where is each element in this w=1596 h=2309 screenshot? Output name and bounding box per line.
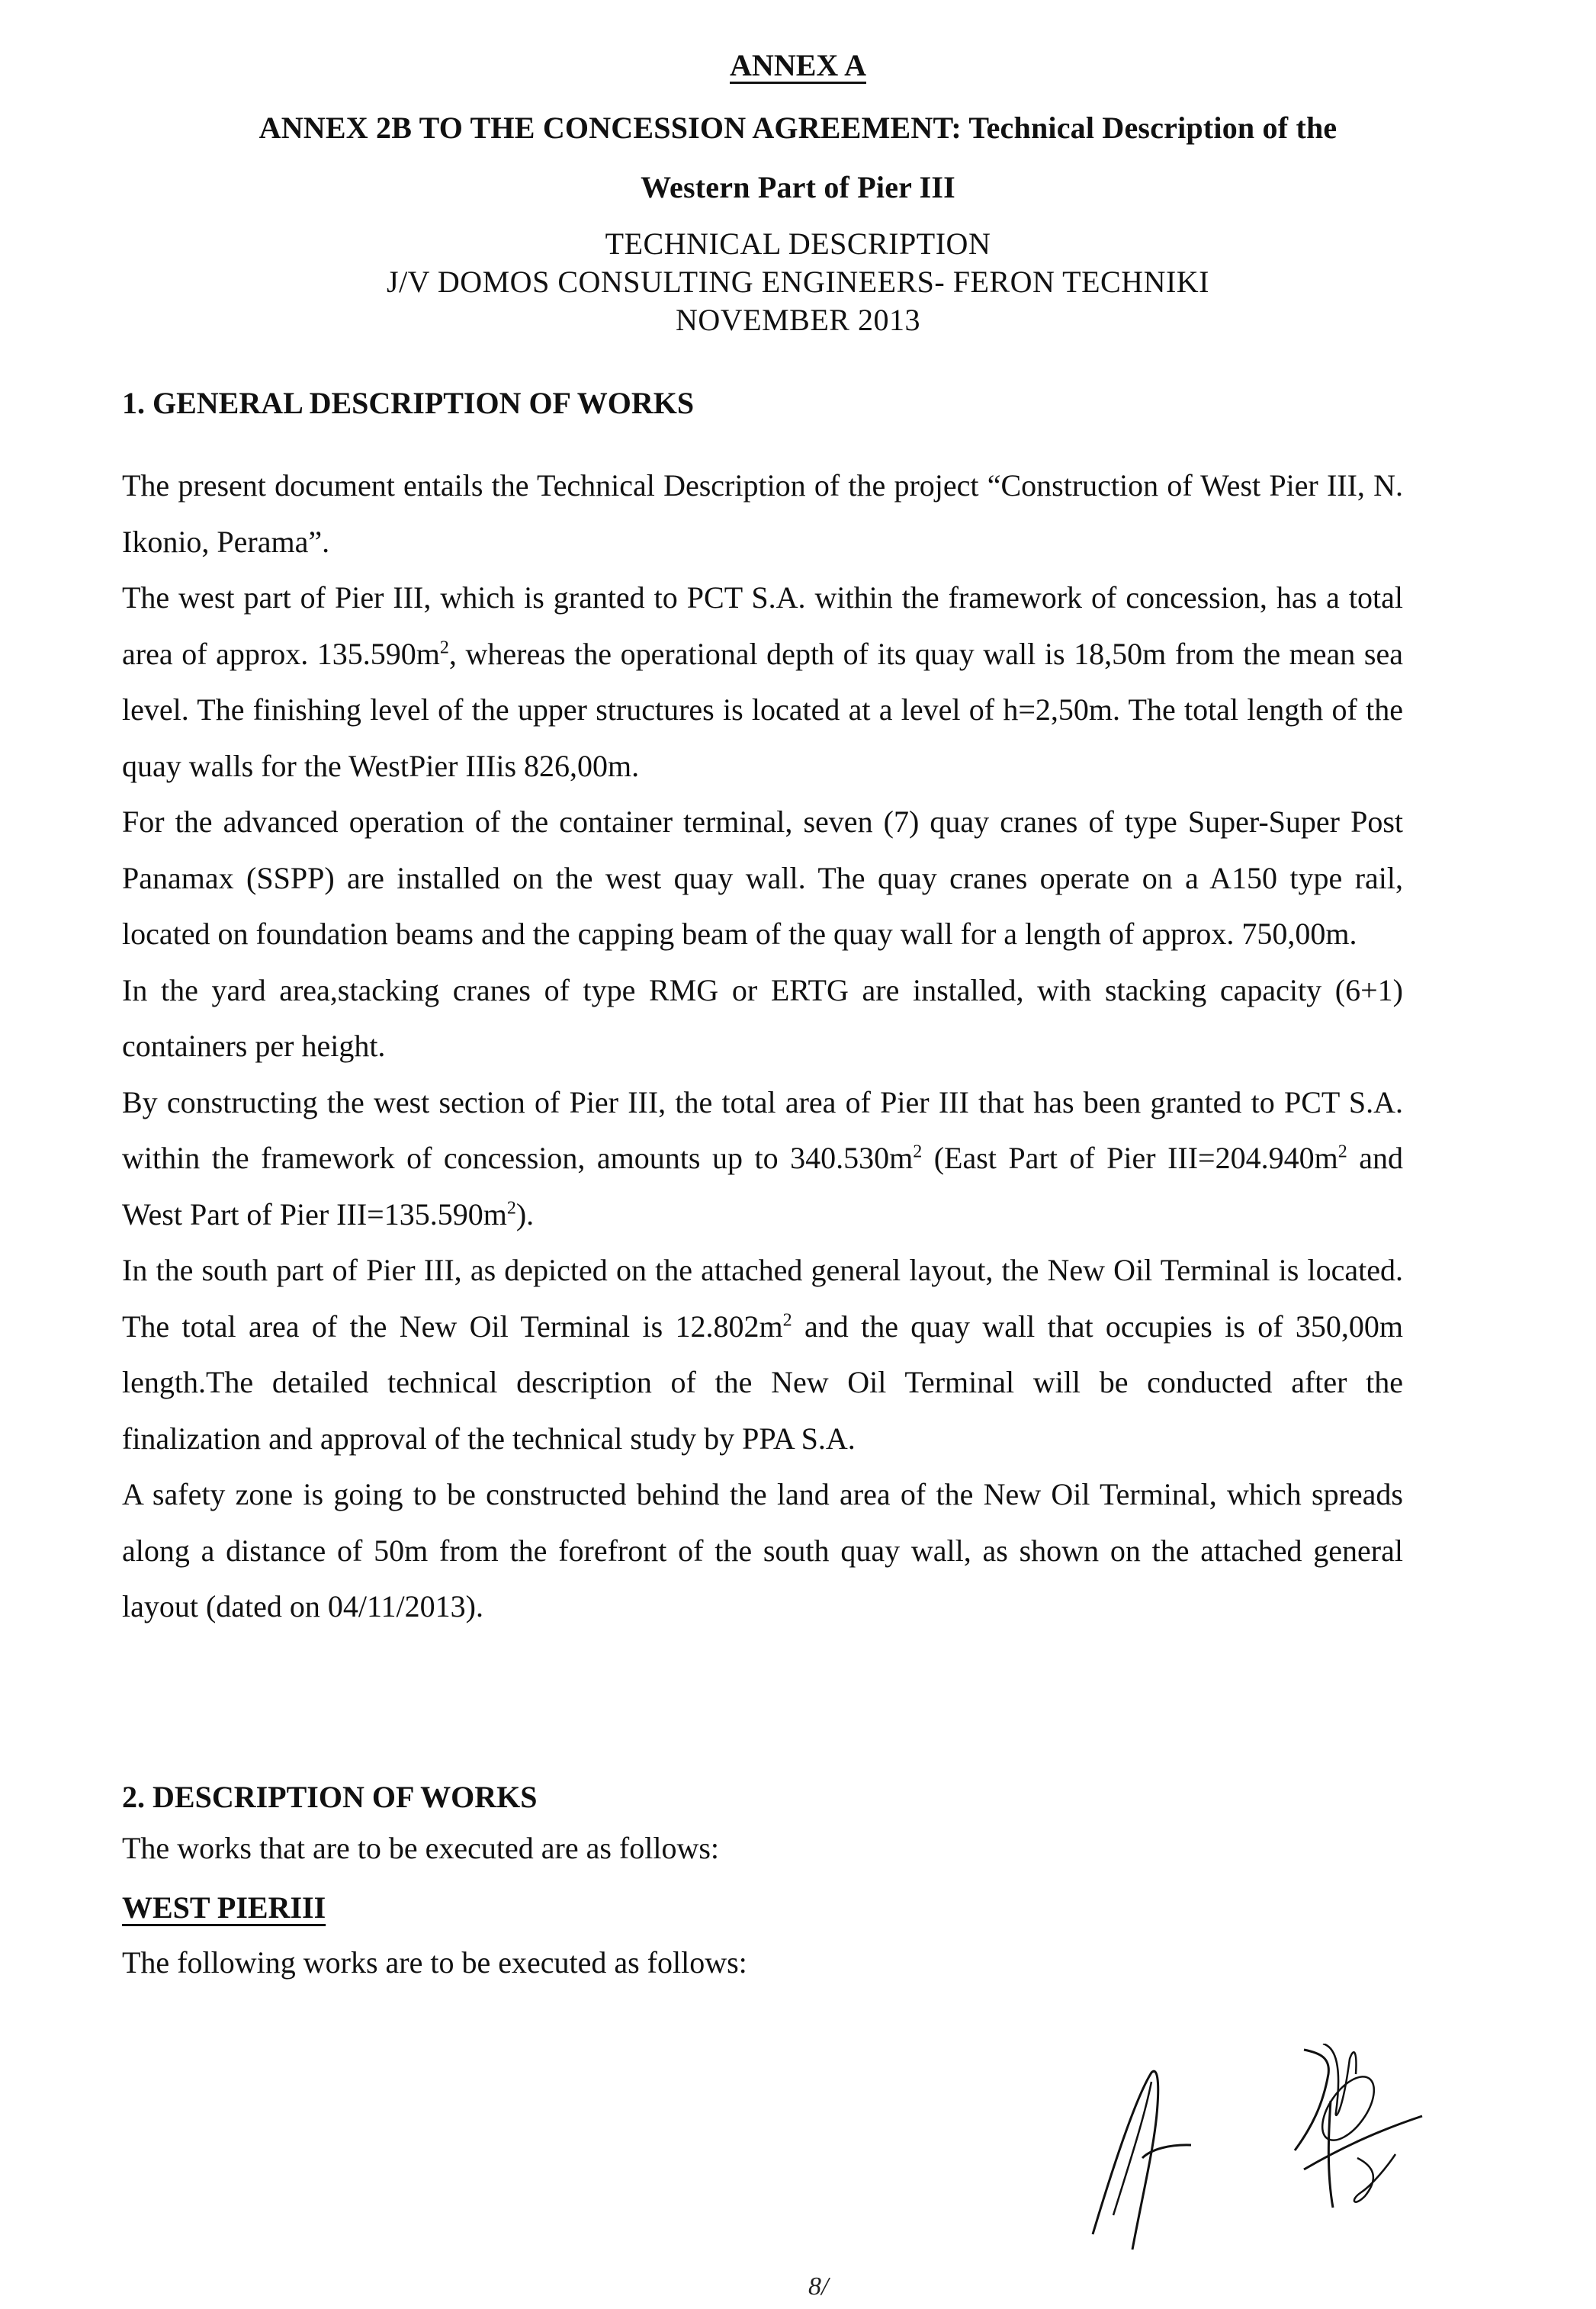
- text-run: In the south part of Pier III, as depicted on the attached general layout, the New Oil Terminal is located. The total area of the New Oil Terminal is 12.802m: [122, 1253, 1403, 1344]
- paragraph: [122, 1074, 1403, 1243]
- annex-subtitle-line1: ANNEX 2B TO THE CONCESSION AGREEMENT: Technical Description of the: [259, 111, 1337, 145]
- section1-body: [122, 458, 1403, 1635]
- signature-1: [1068, 2059, 1266, 2272]
- text-run: , whereas the operational depth of its quay wall is 18,50m from the mean sea level. The finishing level of the upper structures is located at a level of h=2,50m. The total length of the quay walls for the WestPier IIIis 826,00m.: [122, 636, 1403, 783]
- superscript: 2: [782, 1310, 792, 1331]
- section2-sub-intro: The following works are to be executed as follows:: [122, 1945, 747, 1980]
- text-run: ).: [515, 1196, 535, 1232]
- doc-type: TECHNICAL DESCRIPTION: [605, 226, 991, 261]
- signature-2: [1289, 2044, 1464, 2227]
- section1-heading: 1. GENERAL DESCRIPTION OF WORKS: [122, 386, 695, 420]
- annex-title: ANNEX A: [730, 48, 866, 82]
- paragraph: For the advanced operation of the container terminal, seven (7) quay cranes of type Super-Super Post Panamax (SSPP) are installed on the west quay wall. The quay cranes operate on a A150 type rail, located on foundation beams and the capping beam of the quay wall for a length of approx. 750,00m.: [122, 804, 1403, 951]
- text-run: By constructing the west section of Pier III, the total area of Pier III that has been granted to PCT S.A. within the framework of concession, amounts up to 340.530m: [122, 1084, 1403, 1175]
- paragraph: A safety zone is going to be constructed behind the land area of the New Oil Terminal, which spreads along a distance of 50m from the forefront of the south quay wall, as shown on the attached general layout (dated on 04/11/2013).: [122, 1477, 1403, 1623]
- paragraph: The present document entails the Technical Description of the project “Construction of West Pier III, N. Ikonio, Perama”.: [122, 468, 1403, 559]
- text-run: The west part of Pier III, which is granted to PCT S.A. within the framework of concession, has a total area of approx. 135.590m: [122, 580, 1403, 671]
- annex-subtitle-line2: Western Part of Pier III: [641, 170, 955, 204]
- superscript: 2: [506, 1198, 516, 1219]
- west-pier-subheading: WEST PIERIII: [122, 1890, 326, 1925]
- text-run: and West Part of Pier III=135.590m: [122, 1141, 1403, 1232]
- doc-date: NOVEMBER 2013: [676, 303, 920, 337]
- superscript: 2: [913, 1142, 923, 1162]
- paragraph: In the yard area,stacking cranes of type RMG or ERTG are installed, with stacking capacity (6+1) containers per height.: [122, 972, 1403, 1063]
- text-run: and the quay wall that occupies is of 350,00m length.The detailed technical description of the New Oil Terminal will be conducted after the finalization and approval of the technical study by PPA S.A.: [122, 1309, 1403, 1456]
- section2-intro: The works that are to be executed are as follows:: [122, 1831, 720, 1865]
- superscript: 2: [439, 637, 449, 658]
- paragraph: [122, 1242, 1403, 1466]
- section2-heading: 2. DESCRIPTION OF WORKS: [122, 1780, 538, 1814]
- doc-authors: J/V DOMOS CONSULTING ENGINEERS- FERON TECHNIKI: [387, 265, 1209, 299]
- superscript: 2: [1337, 1142, 1347, 1162]
- paragraph: [122, 570, 1403, 794]
- page-mark: 8/: [808, 2272, 829, 2301]
- text-run: (East Part of Pier III=204.940m: [922, 1141, 1338, 1175]
